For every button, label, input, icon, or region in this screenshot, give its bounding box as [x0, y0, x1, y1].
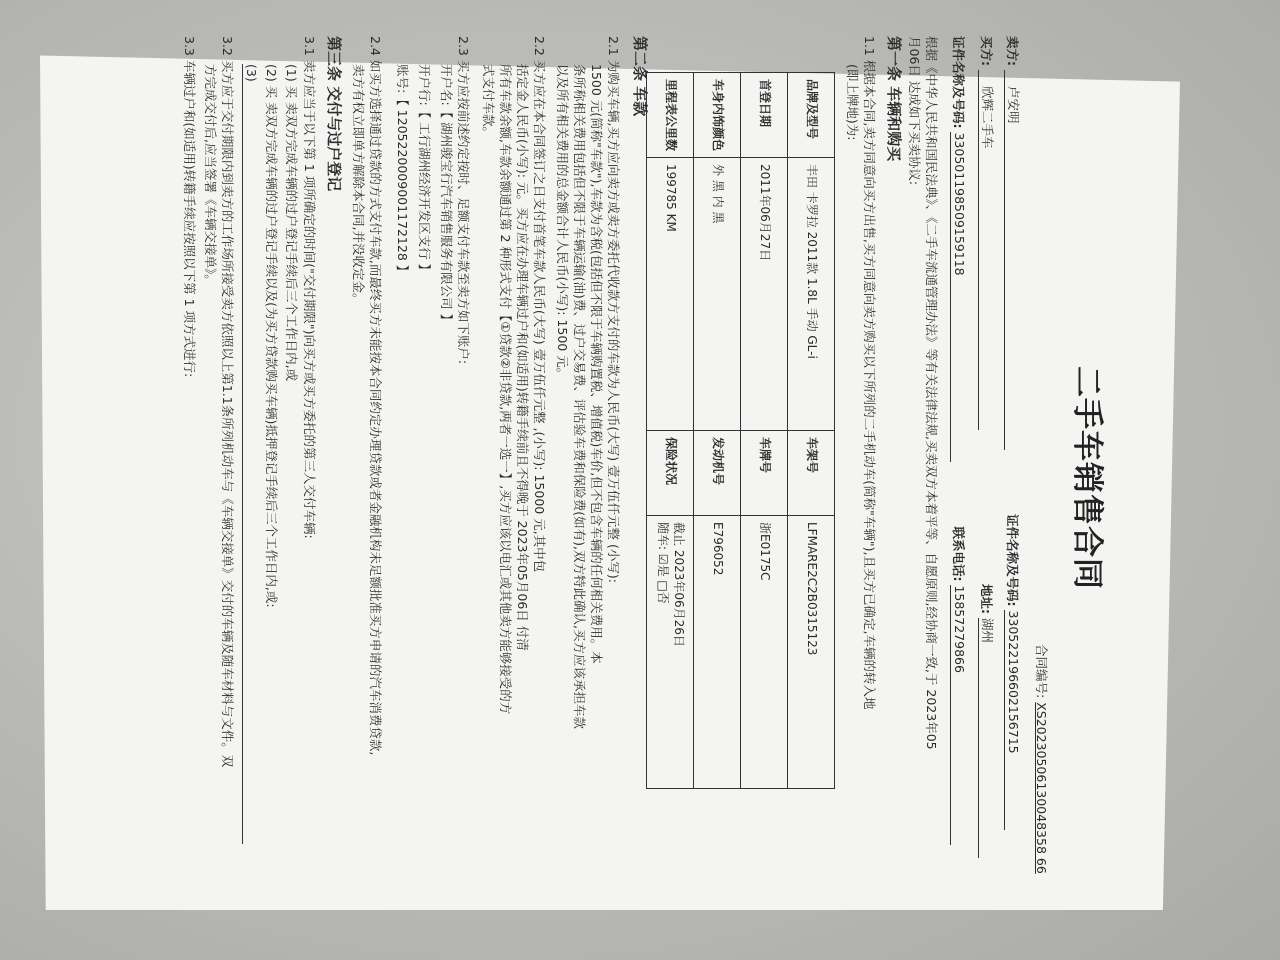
clause-2-4-line-2: 卖方有权立即单方解除本合同,并没收定金。 [351, 64, 366, 306]
buyer-id-row: 证件名称及号码: 330501198509159118 联系电话: 15857279866 [950, 36, 967, 906]
table-cell: 车牌号 [741, 431, 788, 516]
account-name: 开户名:【 湖州骏宝行汽车销售服务有限公司 】 [439, 64, 454, 327]
insurance-with-car: 随车: ☑是 □否 [656, 522, 670, 604]
clause-3-1-line-1: 3.1 卖方应当于以下第 1 项所确定的时间("交付期限")向买方或买方委托的第三人交付车辆: [302, 36, 317, 539]
article-3-heading: 第三条 交付与过户登记 [325, 36, 343, 192]
table-cell: 外 黑 内 黑 [694, 158, 741, 431]
table-cell: 发动机号 [694, 431, 741, 516]
clause-3-2-line-2: 方完成交付后,应当签署《车辆交接单》。 [203, 64, 218, 287]
clause-2-3-line-1: 2.3 买方应按前述约定按时、足额支付车款至卖方如下账户: [456, 36, 471, 365]
clause-2-4-line-1: 2.4 如买方选择通过贷款的方式支付车款,而最终买方未能按本合同约定办理贷款或者金融机构未足额批准买方申请的汽车消费贷款, [368, 36, 383, 756]
table-cell: 品牌及型号 [788, 73, 835, 158]
clause-3-3: 3.3 车辆过户和(如适用)转籍手续应按照以下第 1 项方式进行: [182, 36, 197, 378]
table-row [647, 73, 694, 789]
table-cell: 保险状况 [647, 431, 694, 516]
clause-2-1-line-2: 1500 元(简称"车款"),车款为含税(包括但不限于车辆购置税、增值税)车价,但不包含车辆的任何相关费用。本 [589, 64, 604, 664]
table-cell: 199785 KM [647, 158, 694, 431]
clause-2-1-line-4: 以及所有相关费用的总金额合计人民币(小写): 1500 元。 [555, 64, 570, 381]
contract-number: 合同编号: XS20230506130048358 66 [1034, 644, 1049, 874]
vehicle-table [646, 72, 835, 789]
article-1-heading: 第一条 车辆和购买 [885, 36, 903, 162]
buyer-row: 买方: 欣辉二手车 地址: 湖州 [978, 36, 995, 906]
table-cell: 车身内饰颜色 [694, 73, 741, 158]
preamble-line-1: 根据《中华人民共和国民法典》、《二手车流通管理办法》等有关法律法规,买卖双方本着平等、自愿原则,经协商一致,于 2023年05 [924, 36, 939, 750]
clause-3-1-line-3: (2) 买 卖双方完成车辆的过户登记手续以及(为买方贷款购买车辆)抵押登记手续后三个工作日内,或: [264, 64, 279, 608]
contract-title: 二手车销售合同 [1069, 366, 1105, 590]
account-bank: 开户行:【 工行湖州经济开发区支行 】 [417, 64, 432, 277]
table-cell: E796052 [694, 516, 741, 789]
contract-document [67, 36, 1107, 908]
clause-2-1-line-3: 条所称相关费用包括但不限于车辆运输(油)费、过户交易费、评估验车费和保险费(如有),双方特此确认,买方应该承担车款 [572, 64, 587, 729]
table-cell: 里程表公里数 [647, 73, 694, 158]
article-2-heading: 第二条 车款 [631, 36, 649, 117]
seller-row: 卖方: 卢安明 证件名称及号码: 330522196602156715 [1004, 36, 1021, 906]
clause-2-2-line-1: 2.2 买方应在本合同签订之日支付首笔车款人民币(大写) 壹万伍仟元整 ,(小写): 15000 元,其中包 [532, 36, 547, 573]
clause-1-1-line-1: 1.1 根据本合同,卖方同意向买方出售,买方同意向卖方购买以下所列的二手机动车(简称"车辆"),且买方已确定,车辆的转入地 [862, 36, 877, 710]
clause-2-2-line-3: 所有车款余额,车款余额通过第 2 种形式支付【①贷款②非贷款,两者一选一】,买方应该以电汇或其他卖方能够接受的方 [498, 64, 513, 715]
clause-2-2-line-2: 括定金人民币(小写): 元。买方应在办理车辆过户和(如适用)转籍手续前且不得晚于 2023年05月06日 付清 [515, 64, 530, 651]
clause-2-1-line-1: 2.1 为购买车辆,买方应向卖方或卖方委托代收款方支付的车款为人民币(大写) 壹万伍仟元整 (小写): [606, 36, 621, 583]
table-cell: 车架号 [788, 431, 835, 516]
account-number: 账号:【 1205220009001172128 】 [395, 64, 410, 278]
clause-1-1-line-2: (即上牌地)为: [845, 64, 860, 141]
clause-2-2-line-4: 式支付车款。 [481, 64, 496, 140]
table-row [694, 73, 741, 789]
table-row [741, 73, 788, 789]
clause-3-1-line-4: (3) [242, 64, 259, 844]
table-cell: 丰田 卡罗拉 2011款 1.8L 手动 GL-i [788, 158, 835, 431]
table-cell: 截止 2023年06月26日 随车: ☑是 □否 [647, 516, 694, 789]
table-cell: LFMARE2C2B0315123 [788, 516, 835, 789]
table-cell: 首登日期 [741, 73, 788, 158]
clause-3-2-line-1: 3.2 买方应于交付期限内到卖方的工作场所接受卖方依照以上第1.1条所列机动车与《车辆交接单》交付的车辆及随车材料与文件。双 [220, 36, 235, 768]
table-cell: 2011年06月27日 [741, 158, 788, 431]
clause-3-1-line-2: (1) 买 卖双方完成车辆的过户登记手续后三个工作日内,或 [284, 64, 299, 382]
preamble-line-2: 月06日 达成如下买卖协议: [907, 36, 922, 186]
table-cell: 浙E0175C [741, 516, 788, 789]
table-row [788, 73, 835, 789]
